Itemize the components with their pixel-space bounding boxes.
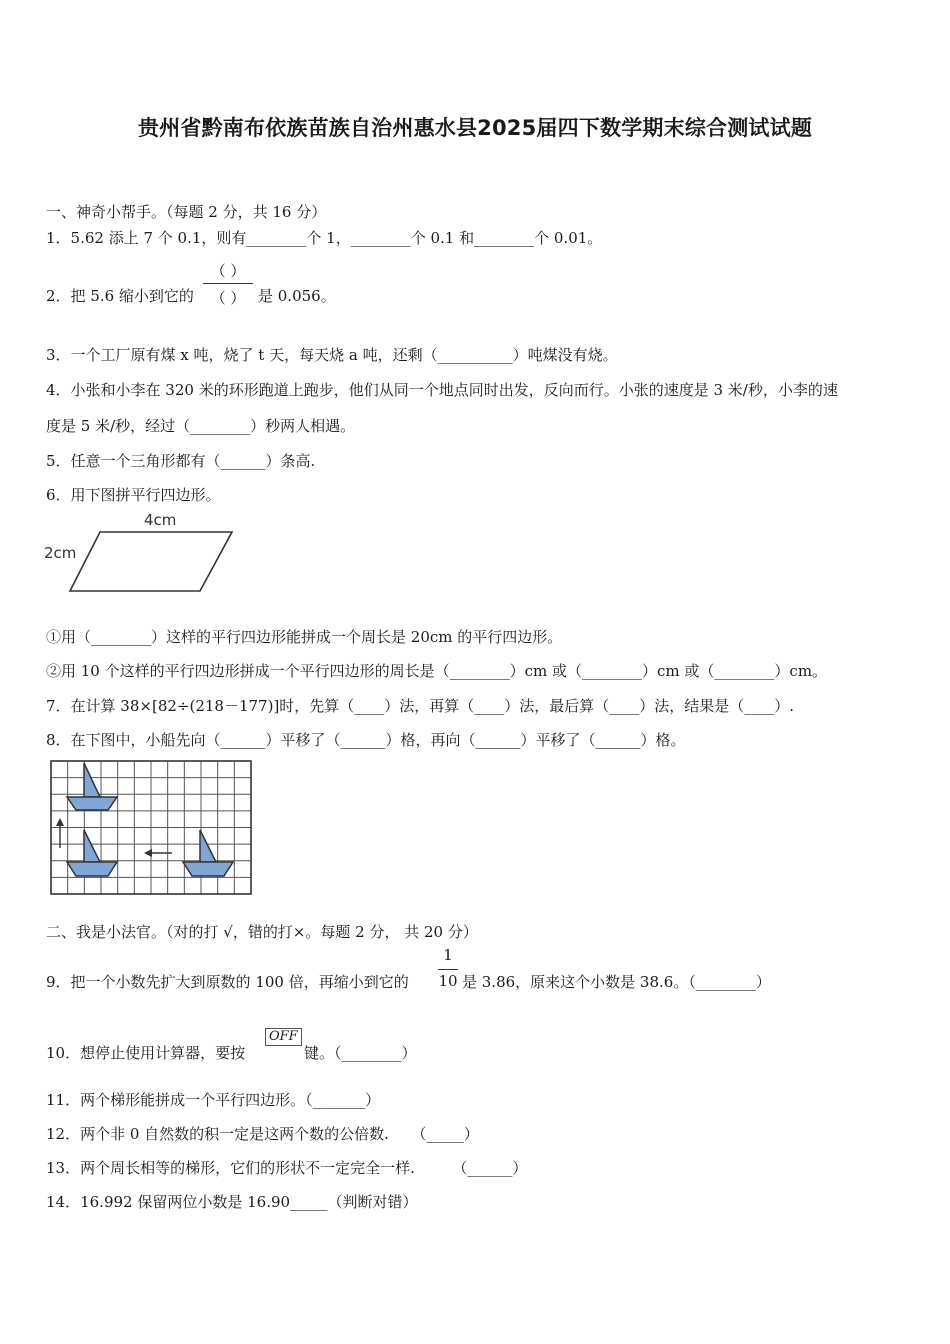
question-1: 1．5.62 添上 7 个 0.1，则有________个 1，________个 0.1 和________个 0.01。 <box>46 229 603 247</box>
question-8: 8．在下图中，小船先向（______）平移了（______）格，再向（______）平移了（______）格。 <box>46 731 686 749</box>
question-2-prefix: 2．把 5.6 缩小到它的 <box>46 287 194 305</box>
arrow-up-icon <box>56 818 64 848</box>
question-9-fraction-numerator: 1 <box>443 946 453 964</box>
question-9-fraction-denominator: 10 <box>438 972 458 990</box>
question-4-line2: 度是 5 米/秒，经过（________）秒两人相遇。 <box>46 417 356 435</box>
question-10-prefix: 10．想停止使用计算器，要按 <box>46 1044 246 1062</box>
question-7: 7．在计算 38×[82÷(218－177)]时，先算（____）法，再算（____）法，最后算（____）法，结果是（____）. <box>46 697 795 715</box>
question-5: 5．任意一个三角形都有（______）条高. <box>46 452 316 470</box>
question-10-suffix: 键。（________） <box>304 1044 417 1062</box>
parallelogram-side-label: 2cm <box>44 544 77 562</box>
parallelogram-figure <box>40 508 250 600</box>
question-11: 11．两个梯形能拼成一个平行四边形。（_______） <box>46 1091 381 1109</box>
question-12: 12．两个非 0 自然数的积一定是这两个数的公倍数. （_____） <box>46 1125 479 1143</box>
question-6-part-a: ①用（________）这样的平行四边形能拼成一个周长是 20cm 的平行四边形。 <box>46 628 563 646</box>
question-9-prefix: 9．把一个小数先扩大到原数的 100 倍，再缩小到它的 <box>46 973 409 991</box>
sailboat-icon <box>67 830 117 876</box>
page-title: 贵州省黔南布依族苗族自治州惠水县2025届四下数学期末综合测试试题 <box>137 116 813 140</box>
question-9-fraction-bar <box>438 969 458 970</box>
parallelogram-top-label: 4cm <box>144 511 177 529</box>
question-13: 13．两个周长相等的梯形，它们的形状不一定完全一样. （______） <box>46 1159 528 1177</box>
parallelogram-shape <box>70 532 232 591</box>
question-2-fraction-denominator: （ ） <box>210 289 246 307</box>
sailboat-icon <box>183 830 233 876</box>
question-4-line1: 4．小张和小李在 320 米的环形跑道上跑步，他们从同一个地点同时出发，反向而行。小张的速度是 3 米/秒，小李的速 <box>46 381 838 399</box>
question-6: 6．用下图拼平行四边形。 <box>46 486 221 504</box>
calculator-off-key: OFF <box>265 1028 302 1046</box>
section2-heading: 二、我是小法官。（对的打 √，错的打×。每题 2 分， 共 20 分） <box>46 923 478 941</box>
question-3: 3．一个工厂原有煤 x 吨，烧了 t 天，每天烧 a 吨，还剩（__________）吨煤没有烧。 <box>46 346 618 364</box>
section1-heading: 一、神奇小帮手。（每题 2 分，共 16 分） <box>46 203 327 221</box>
question-2-suffix: 是 0.056。 <box>258 287 336 305</box>
question-6-part-b: ②用 10 个这样的平行四边形拼成一个平行四边形的周长是（________）cm 或（________）cm 或（________）cm。 <box>46 662 828 680</box>
question-14: 14．16.992 保留两位小数是 16.90_____（判断对错） <box>46 1193 418 1211</box>
question-2-fraction-bar <box>203 283 253 284</box>
boat-grid-figure <box>50 760 254 897</box>
question-9-suffix: 是 3.86，原来这个小数是 38.6。（________） <box>462 973 771 991</box>
sailboat-icon <box>67 763 117 810</box>
question-2-fraction-numerator: （ ） <box>210 262 246 280</box>
